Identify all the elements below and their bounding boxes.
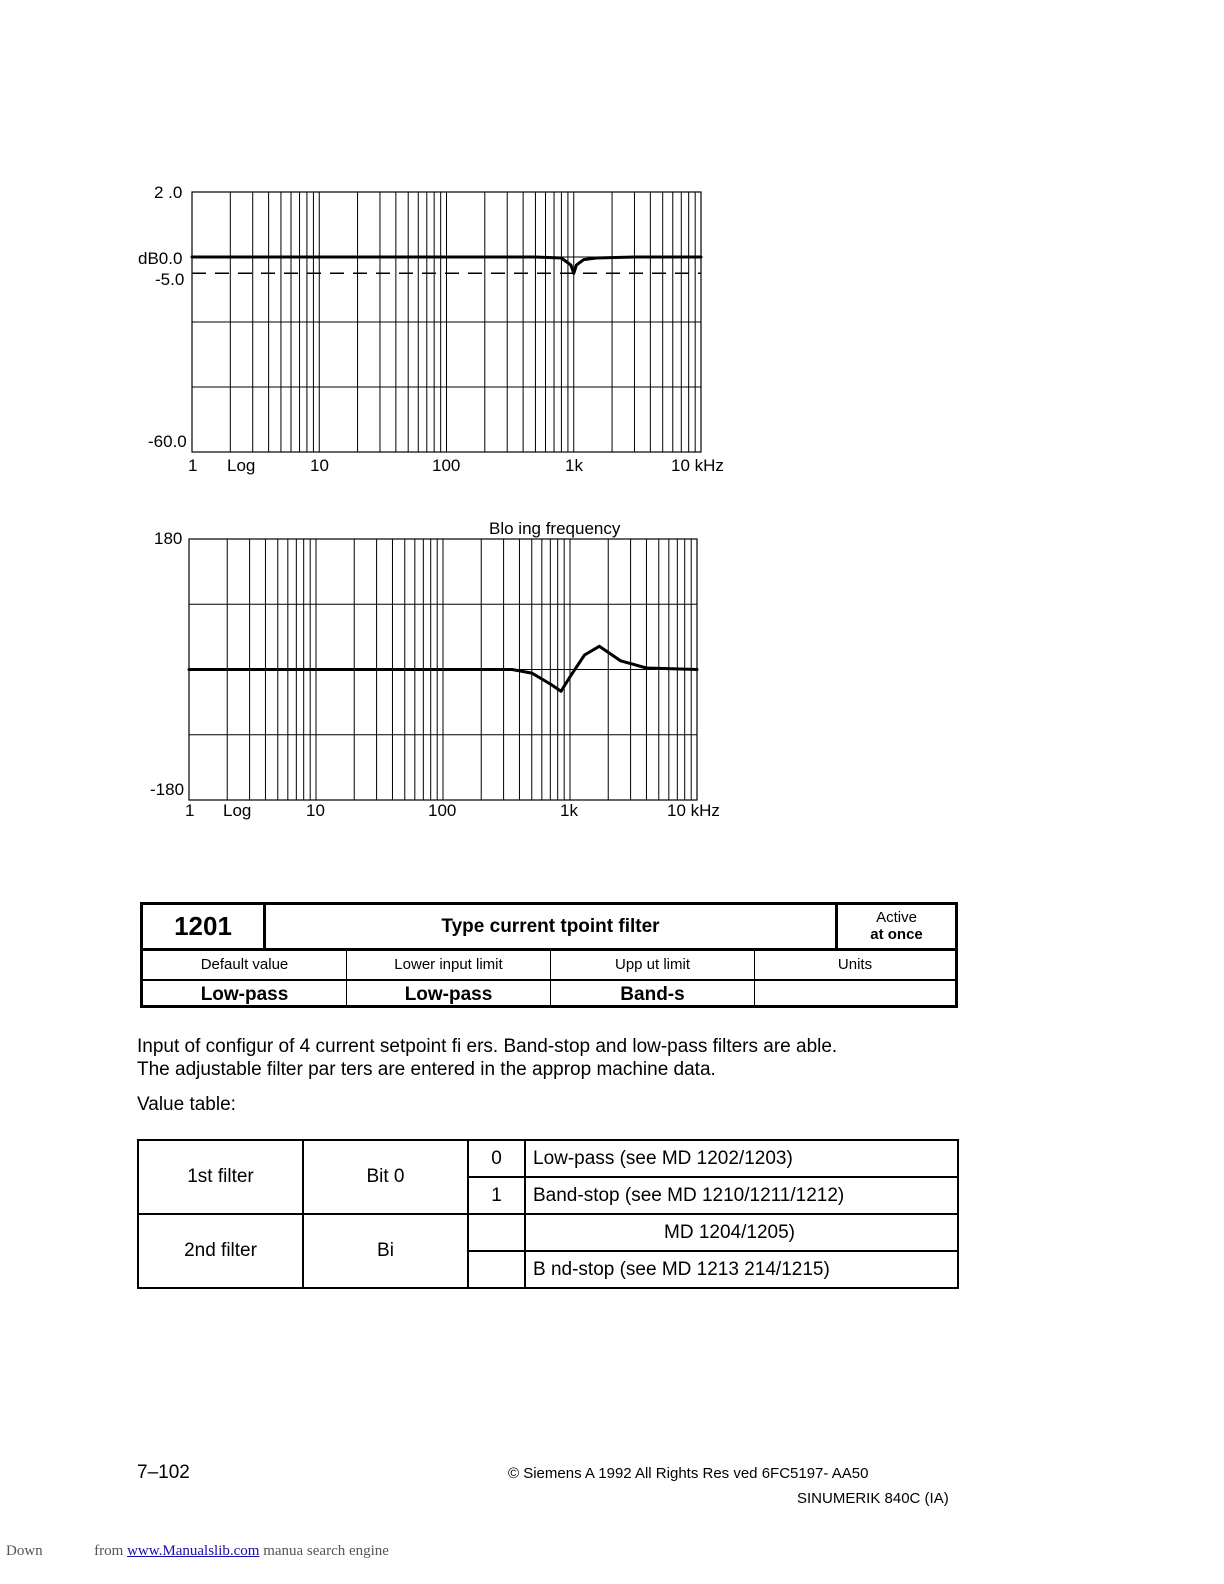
table-row [138, 1214, 958, 1251]
copyright-line: © Siemens A 1992 All Rights Res ved 6FC5197- AA50 [508, 1465, 869, 1482]
phase-y-top-label: 180 [154, 529, 183, 548]
mag-x-tick: 1 [188, 456, 198, 475]
bit-value-cell [468, 1214, 525, 1251]
mag-y-top-label: 2 .0 [154, 183, 183, 202]
description-line-2: The adjustable filter par ters are entered in the approp machine data. [137, 1059, 716, 1080]
phase-y-bottom-label: -180 [150, 780, 185, 799]
filter-type-cell: B nd-stop (see MD 1213 214/1215) [525, 1251, 958, 1288]
mag-x-tick: 10 kHz [671, 456, 724, 475]
filter-type-cell: Band-stop (see MD 1210/1211/1212) [525, 1177, 958, 1214]
phase-x-tick: 1k [560, 801, 578, 820]
value-table-label: Value table: [137, 1094, 236, 1115]
mag-x-tick: 100 [432, 456, 461, 475]
table-row [138, 1140, 958, 1177]
filter-name-cell: 2nd filter [138, 1214, 303, 1288]
parameter-header-row [143, 951, 955, 981]
mag-y-zero-label: dB0.0 [138, 249, 183, 268]
default-value: Low-pass [143, 981, 347, 1008]
bit-cell: Bi [303, 1214, 468, 1288]
phase-x-axis-label: Log [223, 801, 252, 820]
page-number: 7–102 [137, 1462, 190, 1483]
parameter-title-row [143, 905, 955, 951]
parameter-title: Type current tpoint filter [441, 916, 660, 937]
units-value [755, 981, 955, 1008]
phase-annotation: Blo ing frequency [489, 519, 621, 538]
bit-value-cell [468, 1251, 525, 1288]
bit-value-cell: 0 [468, 1140, 525, 1177]
download-suffix: manua search engine [263, 1543, 389, 1559]
parameter-number: 1201 [143, 905, 266, 948]
lower-limit-value: Low-pass [347, 981, 551, 1008]
filter-type-cell: Low-pass (see MD 1202/1203) [525, 1140, 958, 1177]
phase-x-tick: 10 [306, 801, 325, 820]
filter-name-cell: 1st filter [138, 1140, 303, 1214]
parameter-value-row [143, 981, 955, 1008]
mag-y-bottom-label: -60.0 [148, 432, 187, 451]
header-units: Units [837, 956, 873, 973]
manualslib-link[interactable]: www.Manualslib.com [127, 1543, 260, 1559]
header-lower-limit: Lower input limit [347, 951, 551, 979]
header-default-value: Default value [143, 951, 347, 979]
download-prefix: Down [6, 1543, 43, 1559]
mag-x-tick: 10 [310, 456, 329, 475]
parameter-header-table [140, 902, 958, 1008]
mag-x-axis-label: Log [227, 456, 256, 475]
description-line-1: Input of configur of 4 current setpoint fi ers. Band-stop and low-pass filters are able. [137, 1036, 838, 1057]
phase-x-tick: 1 [185, 801, 195, 820]
download-from: from [94, 1543, 124, 1559]
activation-value: at once [870, 926, 923, 943]
value-table [137, 1139, 959, 1289]
activation-label: Active [876, 909, 917, 926]
product-name: SINUMERIK 840C (IA) [797, 1490, 949, 1507]
phase-x-tick: 10 kHz [667, 801, 720, 820]
bit-cell: Bit 0 [303, 1140, 468, 1214]
upper-limit-value: Band-s [551, 981, 755, 1008]
filter-type-cell: MD 1204/1205) [525, 1214, 958, 1251]
download-banner [6, 1543, 389, 1560]
phase-x-tick: 100 [428, 801, 457, 820]
header-upper-limit: Upp ut limit [551, 951, 755, 979]
mag-y-ref-label: -5.0 [155, 270, 185, 289]
mag-x-tick: 1k [565, 456, 583, 475]
activation-cell [835, 905, 955, 948]
bit-value-cell: 1 [468, 1177, 525, 1214]
